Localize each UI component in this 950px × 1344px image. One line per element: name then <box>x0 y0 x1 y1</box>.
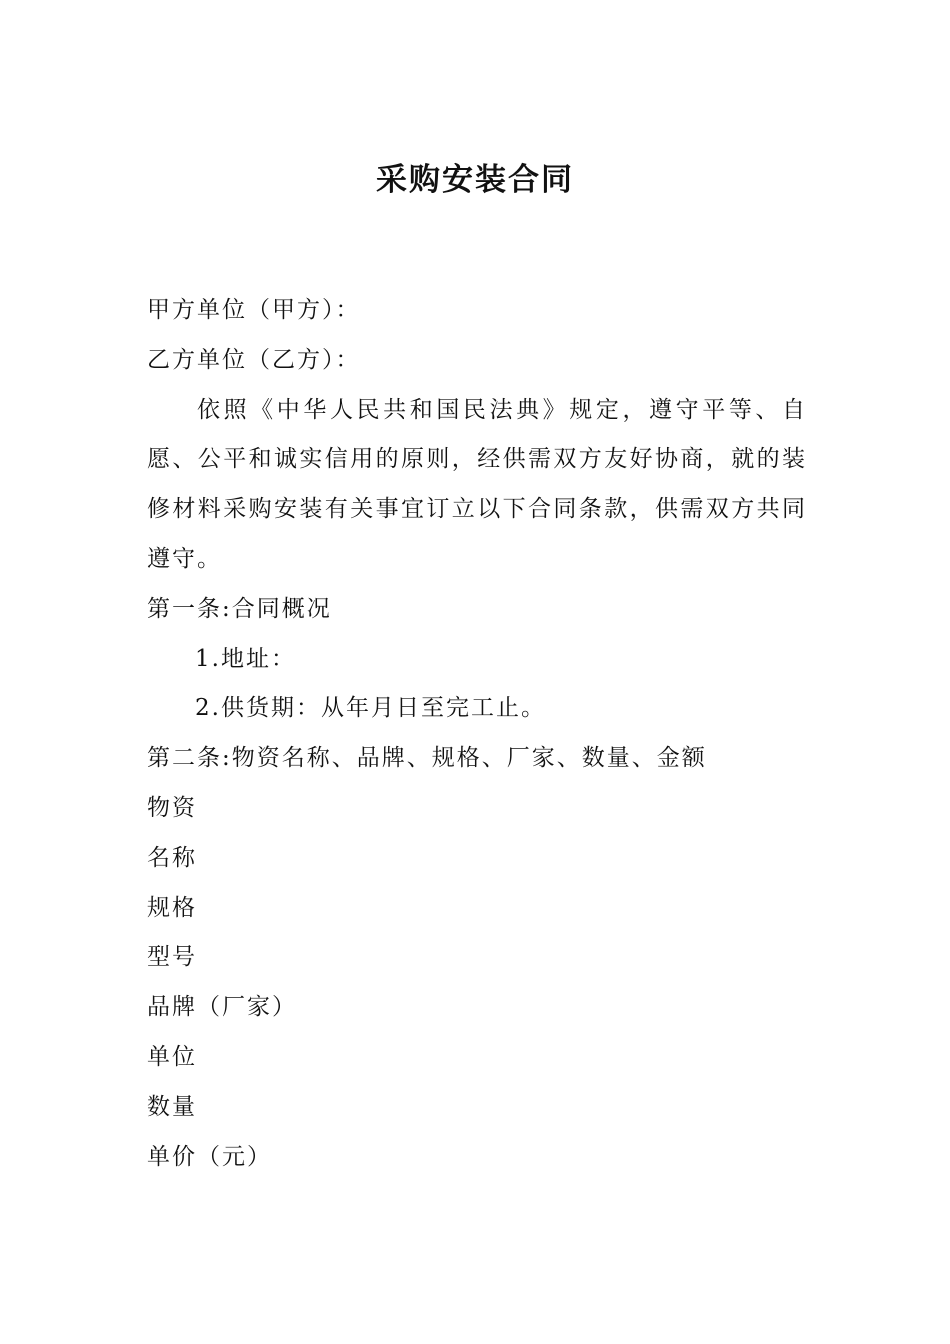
article-2-heading: 第二条:物资名称、品牌、规格、厂家、数量、金额 <box>147 745 707 772</box>
document-body <box>147 286 807 1182</box>
field-label: 规格 <box>147 894 197 921</box>
intro-paragraph: 依照《中华人民共和国民法典》规定，遵守平等、自愿、公平和诚实信用的原则，经供需双方友好协商，就的装修材料采购安装有关事宜订立以下合同条款，供需双方共同遵守。 <box>147 396 807 572</box>
field-label: 单价（元） <box>147 1143 272 1170</box>
field-label: 名称 <box>147 844 197 871</box>
field-label: 数量 <box>147 1093 197 1120</box>
article-1-heading: 第一条:合同概况 <box>147 595 332 622</box>
article-1-item-address: 1.地址： <box>195 645 296 672</box>
article-1-item-supply-period: 2.供货期：从年月日至完工止。 <box>195 695 546 722</box>
party-b-line: 乙方单位（乙方）： <box>147 346 361 373</box>
document-title: 采购安装合同 <box>376 162 574 198</box>
field-label: 单位 <box>147 1043 197 1070</box>
field-label: 物资 <box>147 794 197 821</box>
field-label: 品牌（厂家） <box>147 994 297 1021</box>
field-label: 型号 <box>147 944 197 971</box>
party-a-line: 甲方单位（甲方）： <box>147 297 361 323</box>
